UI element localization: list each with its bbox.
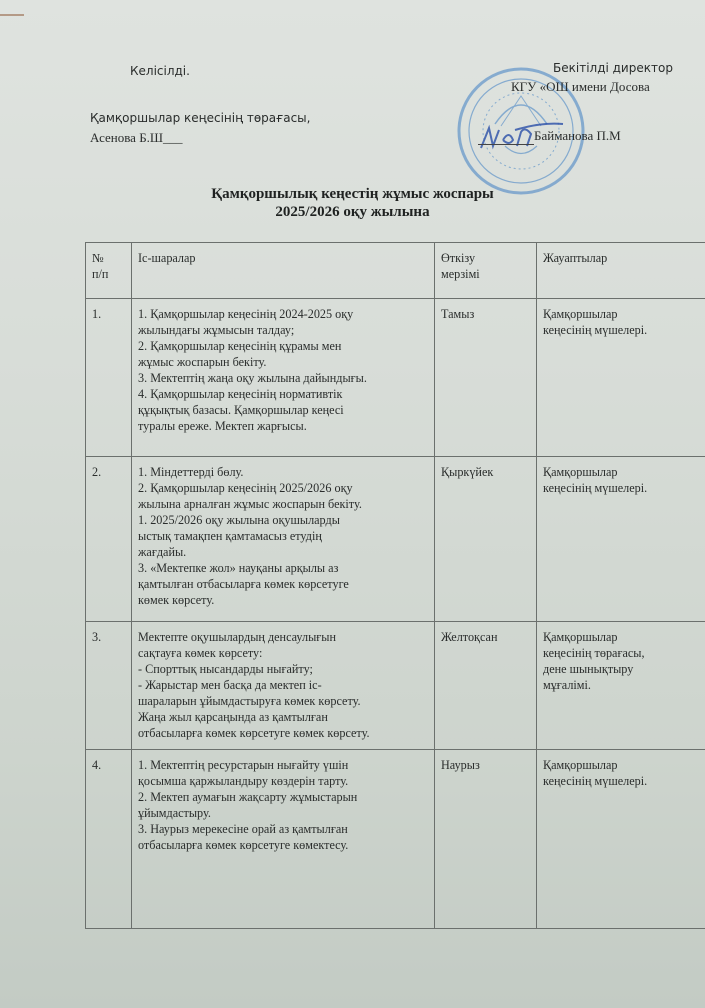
school-name: КГУ «ОШ имени Досова — [511, 79, 650, 94]
row-activities: 1. Мектептің ресурстарын нығайту үшін қосымша қаржыландыру көздерін тарту. 2. Мектеп аумағын жақсарту жұмыстарын ұйымдастыру. 3. Наурыз мерекесіне орай аз қамтылған отбасыларға көмек көрсетуге көмектесу. — [132, 750, 435, 929]
table-row — [86, 622, 705, 750]
approved-label: Бекітілді директор — [553, 61, 673, 75]
document-subtitle: 2025/2026 оқу жылына — [275, 204, 430, 220]
row-responsible: Қамқоршылар кеңесінің мүшелері. — [537, 750, 705, 929]
table-row — [86, 299, 705, 457]
signature-line — [478, 144, 534, 145]
document-title: Қамқоршылық кеңестің жұмыс жоспары — [211, 186, 494, 202]
agreed-label: Келісілді. — [130, 64, 190, 78]
work-plan-table — [85, 242, 705, 929]
table-header-row — [86, 243, 705, 299]
row-activities: 1. Қамқоршылар кеңесінің 2024-2025 оқу жылындағы жұмысын талдау; 2. Қамқоршылар кеңесінің құрамы мен жұмыс жоспарын бекіту. 3. Мектептің жаңа оқу жылына дайындығы. 4. Қамқоршылар кеңесінің нормативтік құқықтық базасы. Қамқоршылар кеңесі туралы ереже. Мектеп жарғысы. — [132, 299, 435, 457]
row-num: 3. — [86, 622, 132, 750]
row-date: Тамыз — [435, 299, 537, 457]
table-row — [86, 457, 705, 622]
row-date: Қыркүйек — [435, 457, 537, 622]
director-name: Байманова П.М — [534, 128, 621, 143]
chair-title: Қамқоршылар кеңесінің төрағасы, — [90, 111, 311, 125]
header-activities: Іс-шаралар — [132, 243, 435, 299]
row-date: Наурыз — [435, 750, 537, 929]
row-date: Желтоқсан — [435, 622, 537, 750]
row-activities: Мектепте оқушылардың денсаулығын сақтауға көмек көрсету: - Спорттық нысандарды нығайту; - Жарыстар мен басқа да мектеп іс- шараларын ұйымдастыруға көмек көрсету. Жаңа жыл қарсаңында аз қамтылған отбасыларға көмек көрсетуге көмек көрсету. — [132, 622, 435, 750]
row-num: 4. — [86, 750, 132, 929]
corner-mark — [0, 14, 24, 16]
row-num: 2. — [86, 457, 132, 622]
chair-name: Асенова Б.Ш___ — [90, 130, 183, 145]
row-activities: 1. Міндеттерді бөлу. 2. Қамқоршылар кеңесінің 2025/2026 оқу жылына арналған жұмыс жоспарын бекіту. 1. 2025/2026 оқу жылына оқушыларды ыстық тамақпен қамтамасыз етудің жағдайы. 3. «Мектепке жол» науқаны арқылы аз қамтылған отбасыларға көмек көрсетуге көмек көрсету. — [132, 457, 435, 622]
row-num: 1. — [86, 299, 132, 457]
header-num: № п/п — [86, 243, 132, 299]
row-responsible: Қамқоршылар кеңесінің мүшелері. — [537, 299, 705, 457]
table-row — [86, 750, 705, 929]
header-date: Өткізу мерзімі — [435, 243, 537, 299]
row-responsible: Қамқоршылар кеңесінің мүшелері. — [537, 457, 705, 622]
row-responsible: Қамқоршылар кеңесінің төрағасы, дене шынықтыру мұғалімі. — [537, 622, 705, 750]
header-responsible: Жауаптылар — [537, 243, 705, 299]
